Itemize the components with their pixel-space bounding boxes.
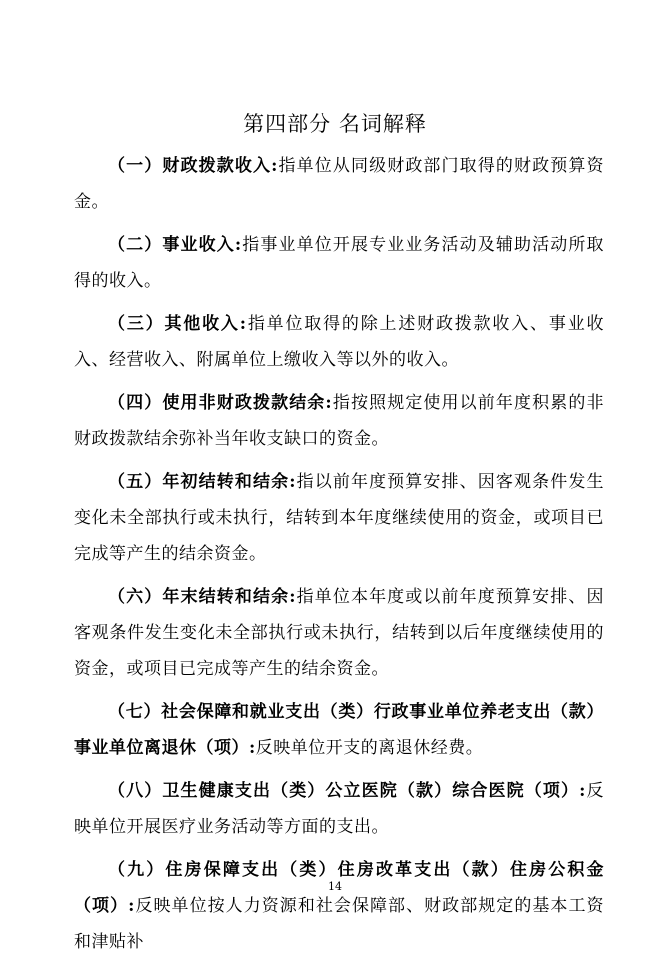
definition-text: 指单位本年度或以前年度预算安排、因客观条件发生变化未全部执行或未执行，结转到以后年度继续使用的资金，或项目已完成等产生的结余资金。: [74, 587, 604, 679]
definition-text: 反映单位开支的离退休经费。: [255, 738, 484, 758]
definition-term: （二）事业收入:: [108, 235, 242, 255]
definition-term: （四）使用非财政拨款结余:: [108, 393, 333, 413]
definition-term: （三）其他收入:: [108, 314, 247, 334]
definition-paragraph: [74, 306, 604, 378]
definition-term: （一）财政拨款收入:: [108, 156, 278, 176]
definition-text: 指按照规定使用以前年度积累的非财政拨款结余弥补当年收支缺口的资金。: [74, 393, 605, 449]
definition-paragraph: [74, 227, 604, 299]
definition-paragraph: [74, 852, 604, 960]
page-title: 第四部分 名词解释: [243, 112, 427, 136]
definition-paragraph: [74, 464, 604, 572]
definition-paragraph: [74, 385, 604, 457]
definition-text: 指以前年度预算安排、因客观条件发生变化未全部执行或未执行，结转到本年度继续使用的资金，或项目已完成等产生的结余资金。: [74, 472, 604, 564]
definition-term: （八）卫生健康支出（类）公立医院（款）综合医院（项）:: [108, 781, 586, 801]
definition-paragraph: [74, 148, 604, 220]
definition-term: （五）年初结转和结余:: [108, 472, 296, 492]
definition-text: 指事业单位开展专业业务活动及辅助活动所取得的收入。: [74, 235, 605, 291]
definition-term: （六）年末结转和结余:: [108, 587, 296, 607]
definition-text: 指单位取得的除上述财政拨款收入、事业收入、经营收入、附属单位上缴收入等以外的收入。: [74, 314, 605, 370]
definitions-list: [74, 148, 604, 967]
definition-paragraph: [74, 579, 604, 687]
definition-text: 反映单位开展医疗业务活动等方面的支出。: [74, 781, 604, 837]
definition-term: （七）社会保障和就业支出（类）行政事业单位养老支出（款）事业单位离退休（项）:: [74, 702, 604, 758]
definition-paragraph: [74, 694, 604, 766]
definition-paragraph: [74, 773, 604, 845]
definition-text: 反映单位按人力资源和社会保障部、财政部规定的基本工资和津贴补: [74, 896, 604, 952]
definition-term: （九）住房保障支出（类）住房改革支出（款）住房公积金（项）:: [74, 860, 604, 916]
page-number: 14: [328, 880, 342, 893]
definition-text: 指单位从同级财政部门取得的财政预算资金。: [74, 156, 605, 212]
